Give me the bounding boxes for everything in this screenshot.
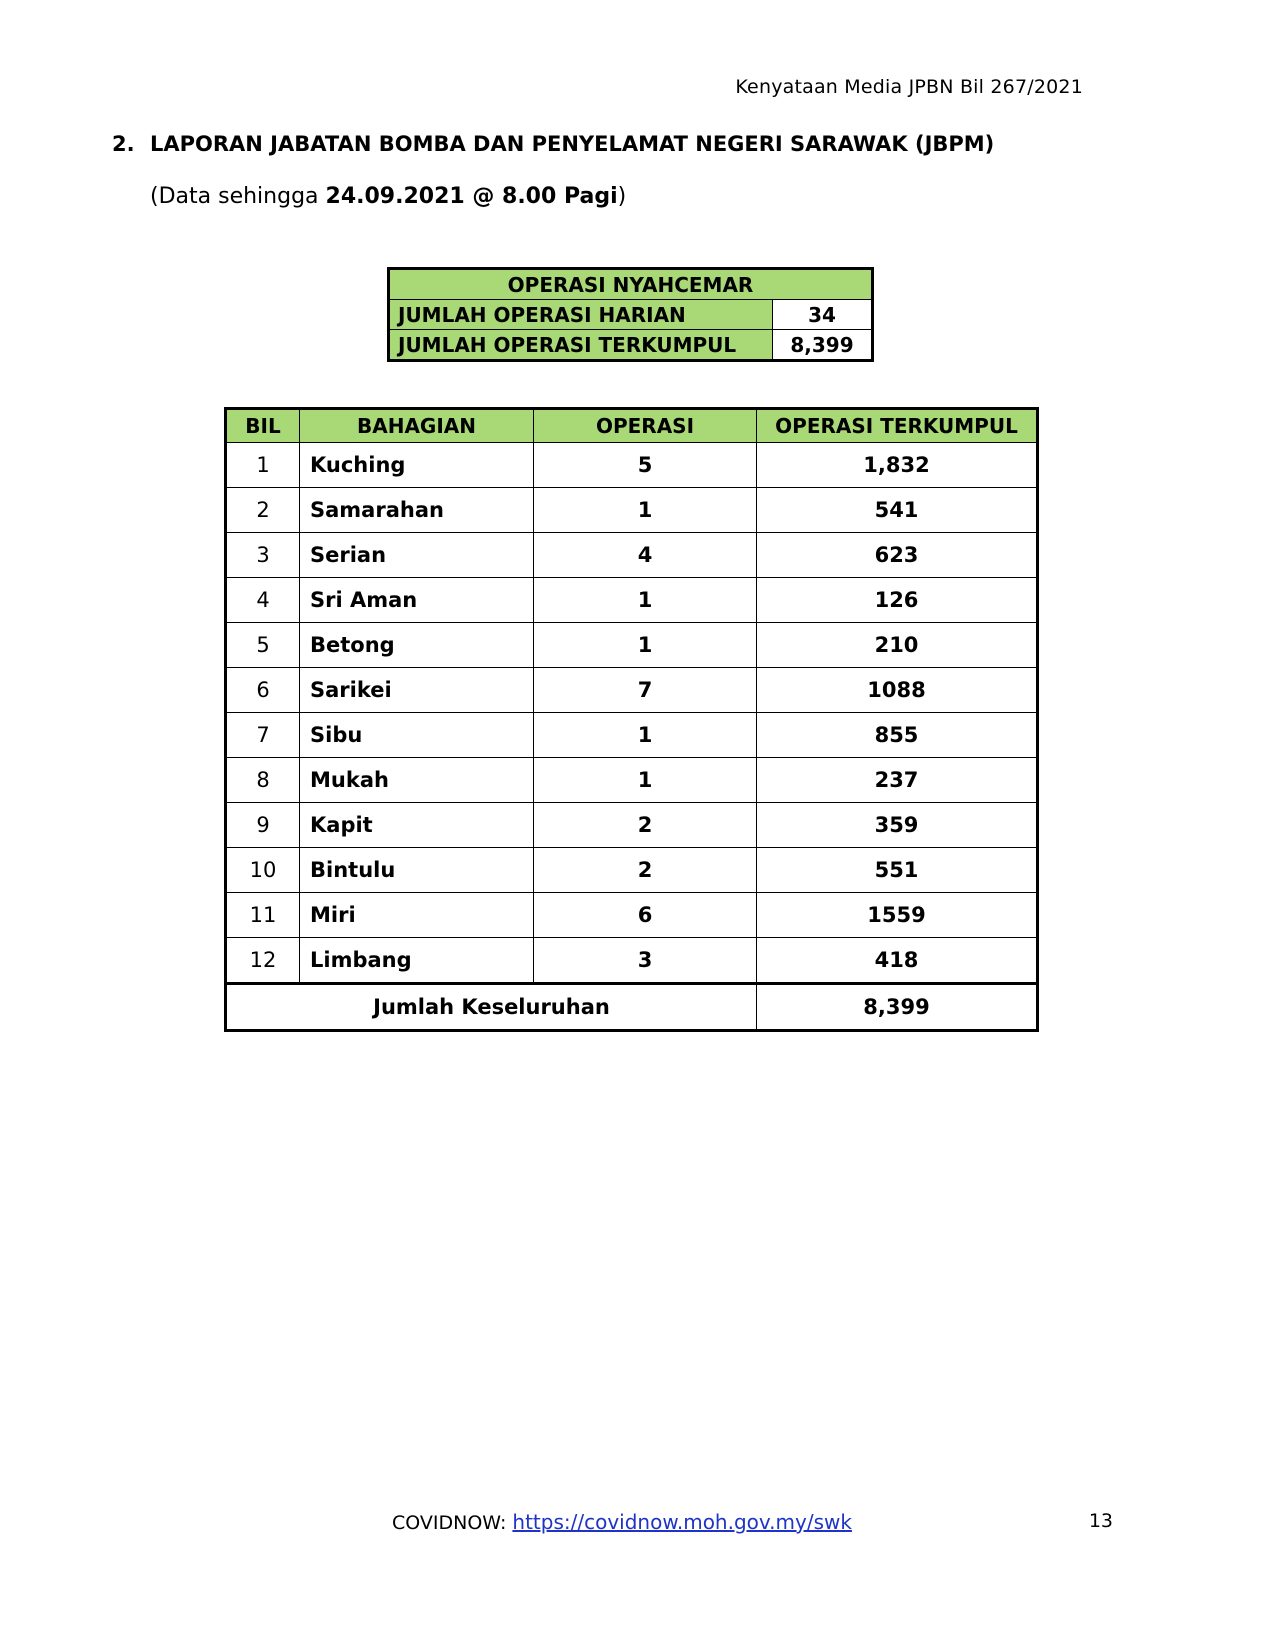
row-operasi: 7 [534,668,757,713]
table-row [226,713,1038,758]
data-as-of-line [150,184,626,209]
document-reference: Kenyataan Media JPBN Bil 267/2021 [735,76,1083,98]
summary-row [389,300,873,330]
row-bahagian: Miri [300,893,534,938]
column-header-operasi-terkumpul: OPERASI TERKUMPUL [757,409,1038,443]
row-bahagian: Kuching [300,443,534,488]
row-bahagian: Sarikei [300,668,534,713]
summary-table [387,267,874,362]
total-row [226,984,1038,1031]
total-label: Jumlah Keseluruhan [226,984,757,1031]
table-body [226,443,1038,984]
column-header-operasi: OPERASI [534,409,757,443]
row-bahagian: Sibu [300,713,534,758]
summary-value: 34 [773,300,873,330]
row-operasi-terkumpul: 1088 [757,668,1038,713]
row-bil: 3 [226,533,300,578]
row-bil: 12 [226,938,300,984]
row-bahagian: Bintulu [300,848,534,893]
row-operasi: 1 [534,488,757,533]
row-operasi-terkumpul: 359 [757,803,1038,848]
table-row [226,803,1038,848]
row-bahagian: Kapit [300,803,534,848]
row-operasi-terkumpul: 1,832 [757,443,1038,488]
covidnow-link[interactable]: https://covidnow.moh.gov.my/swk [512,1510,852,1534]
row-bil: 9 [226,803,300,848]
row-operasi-terkumpul: 551 [757,848,1038,893]
row-operasi: 2 [534,848,757,893]
row-operasi: 1 [534,758,757,803]
row-operasi-terkumpul: 126 [757,578,1038,623]
row-operasi-terkumpul: 541 [757,488,1038,533]
row-operasi: 1 [534,578,757,623]
data-date: 24.09.2021 @ 8.00 Pagi [325,184,618,209]
summary-label: JUMLAH OPERASI HARIAN [389,300,773,330]
row-bil: 11 [226,893,300,938]
table-row [226,578,1038,623]
row-bahagian: Limbang [300,938,534,984]
row-operasi: 5 [534,443,757,488]
table-row [226,758,1038,803]
row-operasi: 2 [534,803,757,848]
table-row [226,533,1038,578]
row-operasi-terkumpul: 418 [757,938,1038,984]
table-row [226,668,1038,713]
row-bil: 6 [226,668,300,713]
table-row [226,488,1038,533]
page-number: 13 [1088,1510,1113,1532]
table-row [226,938,1038,984]
table-row [226,893,1038,938]
row-bil: 8 [226,758,300,803]
table-row [226,623,1038,668]
row-operasi: 4 [534,533,757,578]
row-operasi: 6 [534,893,757,938]
summary-value: 8,399 [773,330,873,361]
summary-row [389,330,873,361]
footer [392,1510,852,1534]
section-title [112,132,994,156]
row-operasi: 3 [534,938,757,984]
footer-prefix: COVIDNOW: [392,1512,513,1534]
table-row [226,848,1038,893]
row-operasi-terkumpul: 623 [757,533,1038,578]
summary-title: OPERASI NYAHCEMAR [389,269,873,300]
table-row [226,443,1038,488]
total-value: 8,399 [757,984,1038,1031]
data-suffix: ) [617,184,627,209]
row-bil: 1 [226,443,300,488]
operations-table [224,407,1039,1032]
row-operasi-terkumpul: 1559 [757,893,1038,938]
row-operasi-terkumpul: 210 [757,623,1038,668]
table-header-row [226,409,1038,443]
row-operasi: 1 [534,623,757,668]
summary-title-row [389,269,873,300]
row-operasi-terkumpul: 855 [757,713,1038,758]
row-bahagian: Samarahan [300,488,534,533]
data-prefix: (Data sehingga [150,184,326,209]
row-operasi-terkumpul: 237 [757,758,1038,803]
row-bil: 10 [226,848,300,893]
row-bahagian: Serian [300,533,534,578]
column-header-bahagian: BAHAGIAN [300,409,534,443]
row-bahagian: Mukah [300,758,534,803]
row-bil: 7 [226,713,300,758]
row-bil: 2 [226,488,300,533]
section-title-text: LAPORAN JABATAN BOMBA DAN PENYELAMAT NEGERI SARAWAK (JBPM) [150,132,995,156]
summary-label: JUMLAH OPERASI TERKUMPUL [389,330,773,361]
row-bahagian: Betong [300,623,534,668]
section-number: 2. [112,132,135,156]
column-header-bil: BIL [226,409,300,443]
row-bahagian: Sri Aman [300,578,534,623]
row-bil: 4 [226,578,300,623]
row-operasi: 1 [534,713,757,758]
row-bil: 5 [226,623,300,668]
